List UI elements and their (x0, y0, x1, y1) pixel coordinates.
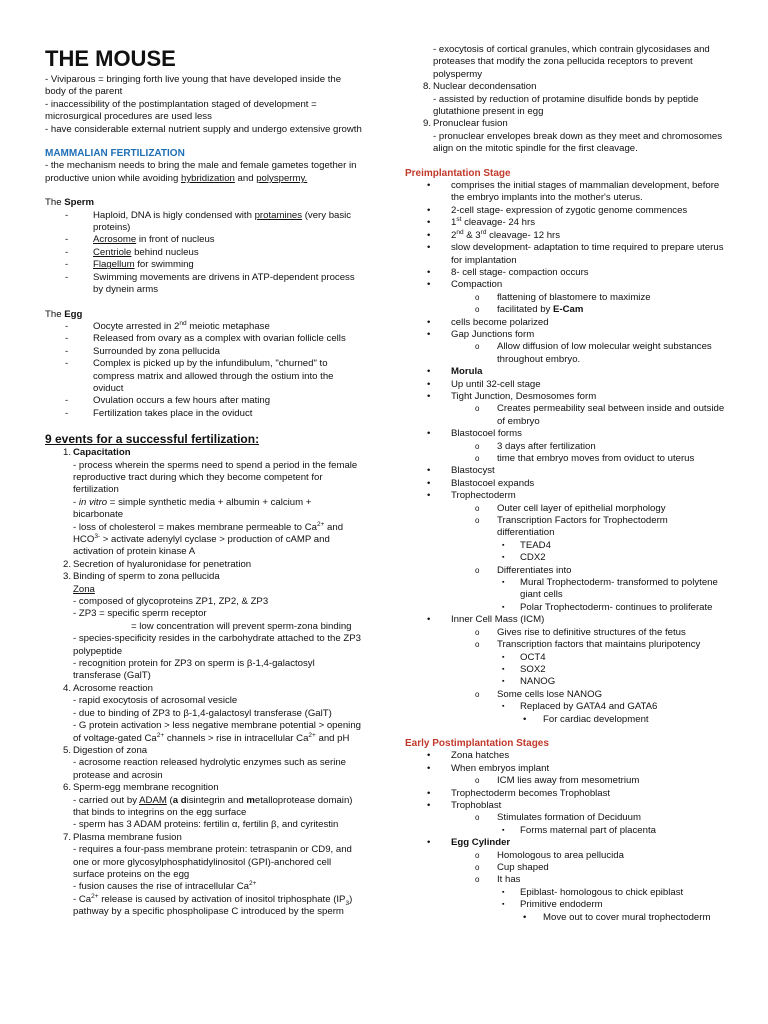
list-item: • comprises the initial stages of mammalian development, before the embryo implants into the mother's uterus. (427, 180, 720, 204)
list-item: ▪ Mural Trophectoderm- transformed to polytene giant cells (502, 577, 718, 601)
preimplantation-heading: Preimplantation Stage (405, 167, 511, 179)
egg-item: - Oocyte arrested in 2nd meiotic metaphase (65, 319, 270, 332)
list-item: • For cardiac development (523, 713, 649, 725)
event-item: 3. Binding of sperm to zona pellucida (62, 571, 220, 583)
sperm-item: - Haploid, DNA is higly condensed with protamines (very basic proteins) (65, 209, 352, 234)
egg-item: - Surrounded by zona pellucida (65, 345, 220, 357)
right-column (405, 44, 727, 924)
egg-item: - Ovulation occurs a few hours after mating (65, 395, 271, 407)
list-item: • Move out to cover mural trophectoderm (523, 911, 711, 923)
list-item: • Trophoblast (427, 799, 502, 811)
event-item: 7. Plasma membrane fusion (62, 831, 182, 843)
early-postimplantation-heading: Early Postimplantation Stages (405, 737, 549, 749)
list-item: o Outer cell layer of epithelial morphology (475, 502, 666, 514)
list-item: • 2-cell stage- expression of zygotic genome commences (427, 204, 688, 216)
event-item: 2. Secretion of hyaluronidase for penetration (62, 558, 252, 570)
list-item: ▪ Epiblast- homologous to chick epiblast (502, 886, 684, 898)
list-item: • Gap Junctions form (427, 328, 535, 340)
sperm-item: - Centriole behind nucleus (65, 246, 199, 258)
intro-line: - have considerable external nutrient supply and undergo extensive growth (45, 123, 362, 135)
list-item: o facilitated by E-Cam (475, 304, 584, 316)
egg-item: - Complex is picked up by the infundibulum, "churned" to compress matrix and allowed through the ostium into the oviduct (65, 358, 334, 394)
list-item: ▪ Polar Trophectoderm- continues to proliferate (502, 601, 713, 613)
list-item: • Trophectoderm (427, 490, 516, 502)
egg-item: - Released from ovary as a complex with ovarian follicle cells (65, 333, 346, 345)
intro-line: - Viviparous = bringing forth live young that have developed inside the body of the parent (45, 74, 342, 98)
event-item: 9. Pronuclear fusion (422, 118, 508, 130)
list-item: o Transcription Factors for Trophectoderm differentiation (475, 515, 668, 539)
list-item: o ICM lies away from mesometrium (475, 775, 640, 787)
list-item: • 2nd & 3rd cleavage- 12 hrs (427, 228, 561, 241)
events-list-continued: - exocytosis of cortical granules, which contrain glycosidases and proteases that modify the zona pellucida receptors to prevent polyspermy 8. Nuclear decondensation - assisted by reduction of protamine disulfide bonds by peptide glutathione present in egg 9. Pronuclear fusion - pronuclear envelopes break down as they meet and chromosomes align on the mitotic spindle for the first cleavage. (405, 44, 727, 156)
list-item: o It has (475, 874, 521, 886)
fertilization-heading: MAMMALIAN FERTILIZATION (45, 148, 185, 160)
list-item: • Inner Cell Mass (ICM) (427, 614, 545, 626)
page-title: THE MOUSE (45, 46, 176, 71)
list-item: ▪ Primitive endoderm (502, 899, 603, 911)
sperm-item: - Acrosome in front of nucleus (65, 234, 215, 246)
list-item: ▪ CDX2 (502, 552, 546, 564)
list-item: • Tight Junction, Desmosomes form (427, 390, 597, 402)
list-item: o Differentiates into (475, 564, 572, 576)
list-item: o Allow diffusion of low molecular weight substances throughout embryo. (475, 341, 712, 365)
list-item: • 8- cell stage- compaction occurs (427, 266, 589, 278)
list-item: ▪ SOX2 (502, 663, 546, 675)
event-item: 6. Sperm-egg membrane recognition (62, 782, 219, 794)
event-item: 1. Capacitation (62, 447, 131, 459)
sperm-item: - Flagellum for swimming (65, 259, 194, 271)
list-item: • When embryos implant (427, 762, 550, 774)
list-item: ▪ TEAD4 (502, 539, 551, 551)
list-item: o Homologous to area pellucida (475, 849, 624, 861)
list-item: o Transcription factors that maintains pluripotency (475, 639, 701, 651)
list-item: • Zona hatches (427, 750, 510, 762)
list-item: • Blastocoel expands (427, 477, 535, 489)
fertilization-text: - the mechanism needs to bring the male and female gametes together in productive union while avoiding hybridization and polyspermy. (45, 160, 357, 184)
sperm-heading: The Sperm (45, 197, 95, 209)
list-item: • Compaction (427, 279, 503, 291)
list-item: • Up until 32-cell stage (427, 378, 541, 390)
list-item: o Gives rise to definitive structures of the fetus (475, 626, 686, 638)
event-item: 5. Digestion of zona (62, 744, 148, 756)
egg-heading: The Egg (45, 308, 83, 320)
list-item: o 3 days after fertilization (475, 440, 596, 452)
list-item: • Morula (427, 366, 483, 378)
list-item: o Stimulates formation of Deciduum (475, 812, 641, 824)
list-item: • Blastocoel forms (427, 428, 522, 440)
events-heading: 9 events for a successful fertilization: (45, 432, 260, 447)
list-item: o Creates permeability seal between inside and outside of embryo (475, 403, 725, 427)
list-item: • Egg Cylinder (427, 837, 511, 849)
list-item: • Trophectoderm becomes Trophoblast (427, 787, 611, 799)
list-item: • 1st cleavage- 24 hrs (427, 216, 535, 229)
list-item: o flattening of blastomere to maximize (475, 291, 651, 303)
list-item: • slow development- adaptation to time required to prepare uterus for implantation (427, 242, 724, 266)
left-column (45, 0, 363, 919)
list-item: o time that embryo moves from oviduct to uterus (475, 453, 695, 464)
list-item: ▪ NANOG (502, 676, 556, 688)
list-item: o Some cells lose NANOG (475, 688, 603, 700)
list-item: • cells become polarized (427, 316, 549, 328)
list-item: ▪ OCT4 (502, 651, 546, 663)
sperm-item: - Swimming movements are drivens in ATP-dependent process by dynein arms (65, 271, 355, 296)
event-item: 8. Nuclear decondensation (422, 81, 537, 93)
intro-line: - inaccessibility of the postimplantation staged of development = microsurgical procedures are used less (45, 98, 317, 123)
list-item: o Cup shaped (475, 862, 549, 873)
list-item: ▪ Replaced by GATA4 and GATA6 (502, 701, 658, 713)
egg-item: - Fertilization takes place in the oviduct (65, 407, 253, 419)
events-list: 1. Capacitation - process wherein the sperms need to spend a period in the female reproductive tract during which they become competent for fertilization - in vitro = simple synthetic media + albumin + calcium + bicarbonate - loss of cholesterol = makes membrane permeable to $Ca^{2+}$ and $HCO^{3-}$ > activate adenylyl cyclase > production of cAMP and activation of protein kinase A 2. Secretion of hyaluronidase for penetration 3. Binding of sperm to zona pellucida Zona - composed of glycoproteins ZP1, ZP2, & ZP3 - ZP3 = specific sperm receptor = low concentration will prevent sperm-zona binding - species-specificity resides in the carbohydrate attached to the ZP3 polypeptide - recognition protein for ZP3 on sperm is β-1,4-galactosyl transferase (GalT) 4. Acrosome reaction - rapid exocytosis of acrosomal vesicle - due to binding of ZP3 to β-1,4-galactosyl transferase (GalT) - G protein activation > less negative membrane potential > opening of voltage-gated $Ca^{2+}$ channels > rise in intracellular $Ca^{2+}$ and pH 5. Digestion of zona - acrosome reaction released hydrolytic enzymes such as serine protease and acrosin 6. Sperm-egg membrane recognition - carried out by ADAM (a disintegrin and metalloprotease domain) that binds to integrins on the egg surface - sperm has 3 ADAM proteins: fertilin α, fertilin β, and cyritestin 7. Plasma membrane fusion - requires a four-pass membrane protein: tetraspanin or CD9, and one or more glycosylphosphatidylinositol (GPI)-anchored cell surface proteins on the egg - fusion causes the rise of intracellular $Ca^{2+}$ - $Ca^{2+}$ release is caused by activation of inositol triphosphate $(IP_3)$ pathway by a specific phospholipase C introduced by the sperm (62, 447, 361, 918)
event-item: 4. Acrosome reaction (62, 682, 153, 694)
list-item: ▪ Forms maternal part of placenta (502, 824, 656, 836)
list-item: • Blastocyst (427, 465, 495, 477)
